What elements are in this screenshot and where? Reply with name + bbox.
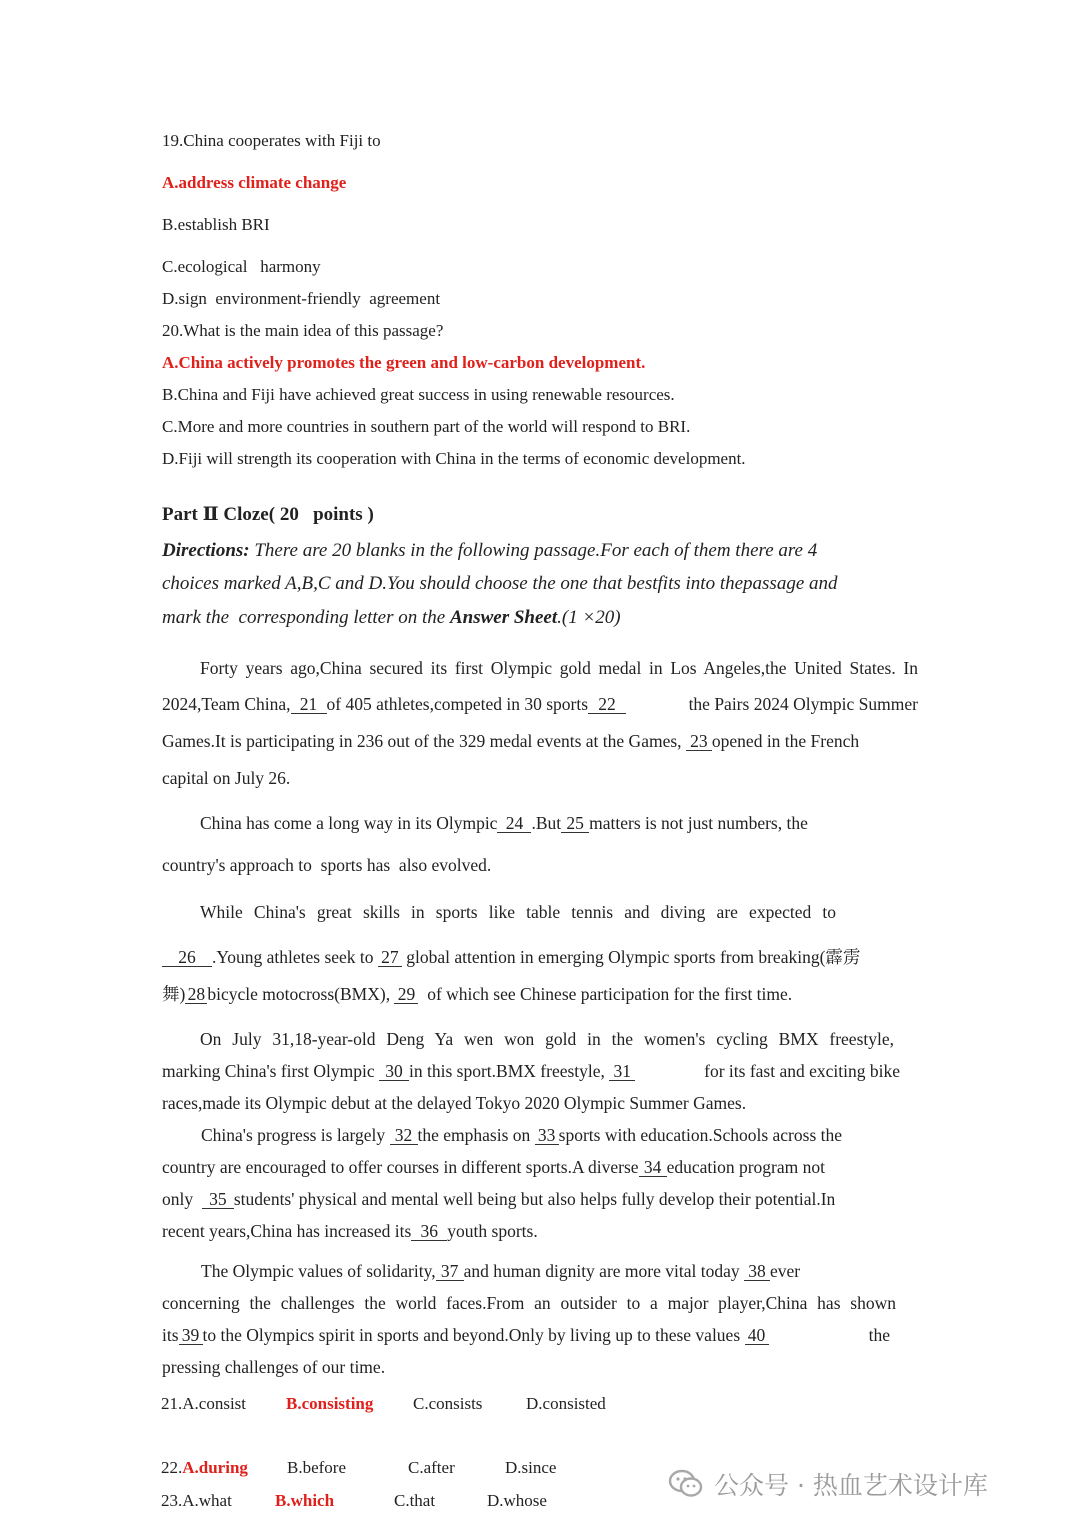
p4-line-3: races,made its Olympic debut at the delayed Tokyo 2020 Olympic Summer Games.: [162, 1093, 747, 1113]
q22-option-b: B.before: [287, 1458, 347, 1477]
q23-option-c: C.that: [394, 1491, 436, 1510]
blank-40: 40: [745, 1326, 769, 1345]
q21-option-a: 21.A.consist: [161, 1394, 246, 1413]
blank-31: 31: [609, 1062, 635, 1081]
q19-option-b: B.establish BRI: [162, 215, 270, 234]
directions-line-1: Directions: There are 20 blanks in the following passage.For each of them there are 4: [162, 540, 818, 561]
p3-line-3: 舞) 28 bicycle motocross(BMX), 29 of which see Chinese participation for the first time.: [162, 984, 793, 1004]
blank-27: 27: [378, 948, 402, 967]
blank-25: 25: [561, 814, 589, 833]
blank-35: 35: [202, 1190, 234, 1209]
p2-line-2: country's approach to sports has also evolved.: [162, 855, 492, 875]
p1-line-4: capital on July 26.: [162, 768, 291, 788]
blank-29: 29: [394, 985, 418, 1004]
blank-38: 38: [744, 1262, 770, 1281]
q23-option-d: D.whose: [487, 1491, 547, 1510]
p5-line-2: country are encouraged to offer courses in different sports.A diverse 34 education program not: [162, 1157, 825, 1177]
q21-option-b-answer: B.consisting: [286, 1394, 374, 1413]
p5-line-3: only 35 students' physical and mental well being but also helps fully develop their potential.In: [162, 1189, 836, 1209]
q23-option-b-answer: B.which: [275, 1491, 335, 1510]
q19-option-c: C.ecological harmony: [162, 257, 321, 276]
blank-39: 39: [179, 1326, 203, 1345]
blank-37: 37: [436, 1262, 464, 1281]
blank-33: 33: [535, 1126, 559, 1145]
p4-line-2: marking China's first Olympic 30 in this sport.BMX freestyle, 31 for its fast and exciting bike: [162, 1061, 900, 1081]
q22-option-a: 22.A.during: [161, 1458, 248, 1477]
p2-line-1: China has come a long way in its Olympic 24 .But 25 matters is not just numbers, the: [200, 813, 808, 833]
blank-28: 28: [185, 985, 207, 1004]
q21-option-c: C.consists: [413, 1394, 483, 1413]
directions-line-2: choices marked A,B,C and D.You should choose the one that bestfits into thepassage and: [162, 573, 838, 594]
q19-option-a-answer: A.address climate change: [162, 173, 347, 192]
p4-line-1: On July 31,18-year-old Deng Ya wen won gold in the women's cycling BMX freestyle,: [200, 1029, 894, 1049]
blank-36: 36: [411, 1222, 447, 1241]
blank-34: 34: [639, 1158, 667, 1177]
blank-26: 26: [162, 948, 212, 967]
watermark-text: 公众号 · 热血艺术设计库: [714, 1471, 988, 1500]
blank-22: 22: [588, 695, 626, 714]
p3-line-2: 26 .Young athletes seek to 27 global attention in emerging Olympic sports from breaking(霹雳: [162, 946, 910, 968]
q19-stem: 19.China cooperates with Fiji to: [162, 131, 381, 150]
p1-line-1: Forty years ago,China secured its first Olympic gold medal in Los Angeles,the United States. In: [200, 658, 918, 678]
watermark: [668, 1466, 988, 1502]
p5-line-4: recent years,China has increased its 36 youth sports.: [162, 1221, 538, 1241]
q20-option-d: D.Fiji will strength its cooperation with China in the terms of economic development.: [162, 449, 746, 468]
p6-line-1: The Olympic values of solidarity, 37 and human dignity are more vital today 38 ever: [201, 1261, 801, 1281]
blank-23: 23: [686, 732, 712, 751]
q20-stem: 20.What is the main idea of this passage?: [162, 321, 444, 340]
q22-option-d: D.since: [505, 1458, 557, 1477]
p6-line-2: concerning the challenges the world faces.From an outsider to a major player,China has shown: [162, 1293, 896, 1313]
p3-line-1: While China's great skills in sports like table tennis and diving are expected to: [200, 902, 836, 922]
blank-21: 21: [291, 695, 327, 714]
p6-line-4: pressing challenges of our time.: [162, 1357, 386, 1377]
q21-option-d: D.consisted: [526, 1394, 606, 1413]
blank-30: 30: [379, 1062, 409, 1081]
q20-option-a-answer: A.China actively promotes the green and low-carbon development.: [162, 353, 646, 372]
answer-sheet-label: Answer Sheet: [449, 607, 558, 628]
p1-line-3: Games.It is participating in 236 out of the 329 medal events at the Games, 23 opened in the French: [162, 731, 860, 751]
q22-answer: A.during: [182, 1458, 248, 1477]
q23-option-a: 23.A.what: [161, 1491, 232, 1510]
directions-label: Directions:: [162, 540, 250, 561]
blank-32: 32: [390, 1126, 418, 1145]
p1-line-2: 2024,Team China, 21 of 405 athletes,competed in 30 sports 22 the Pairs 2024 Olympic Summer: [162, 694, 918, 714]
q22-option-c: C.after: [408, 1458, 455, 1477]
wechat-icon: [668, 1469, 704, 1499]
q19-option-d: D.sign environment-friendly agreement: [162, 289, 441, 308]
p6-line-3: its 39 to the Olympics spirit in sports and beyond.Only by living up to these values 40 the: [162, 1325, 890, 1345]
p5-line-1: China's progress is largely 32 the emphasis on 33 sports with education.Schools across the: [201, 1125, 843, 1145]
directions-line-3: mark the corresponding letter on the Answer Sheet.(1 ×20): [162, 607, 621, 628]
q20-option-c: C.More and more countries in southern part of the world will respond to BRI.: [162, 417, 691, 436]
blank-24: 24: [497, 814, 531, 833]
q20-option-b: B.China and Fiji have achieved great success in using renewable resources.: [162, 385, 675, 404]
part2-title: Part Ⅱ Cloze( 20 points ): [162, 504, 374, 525]
